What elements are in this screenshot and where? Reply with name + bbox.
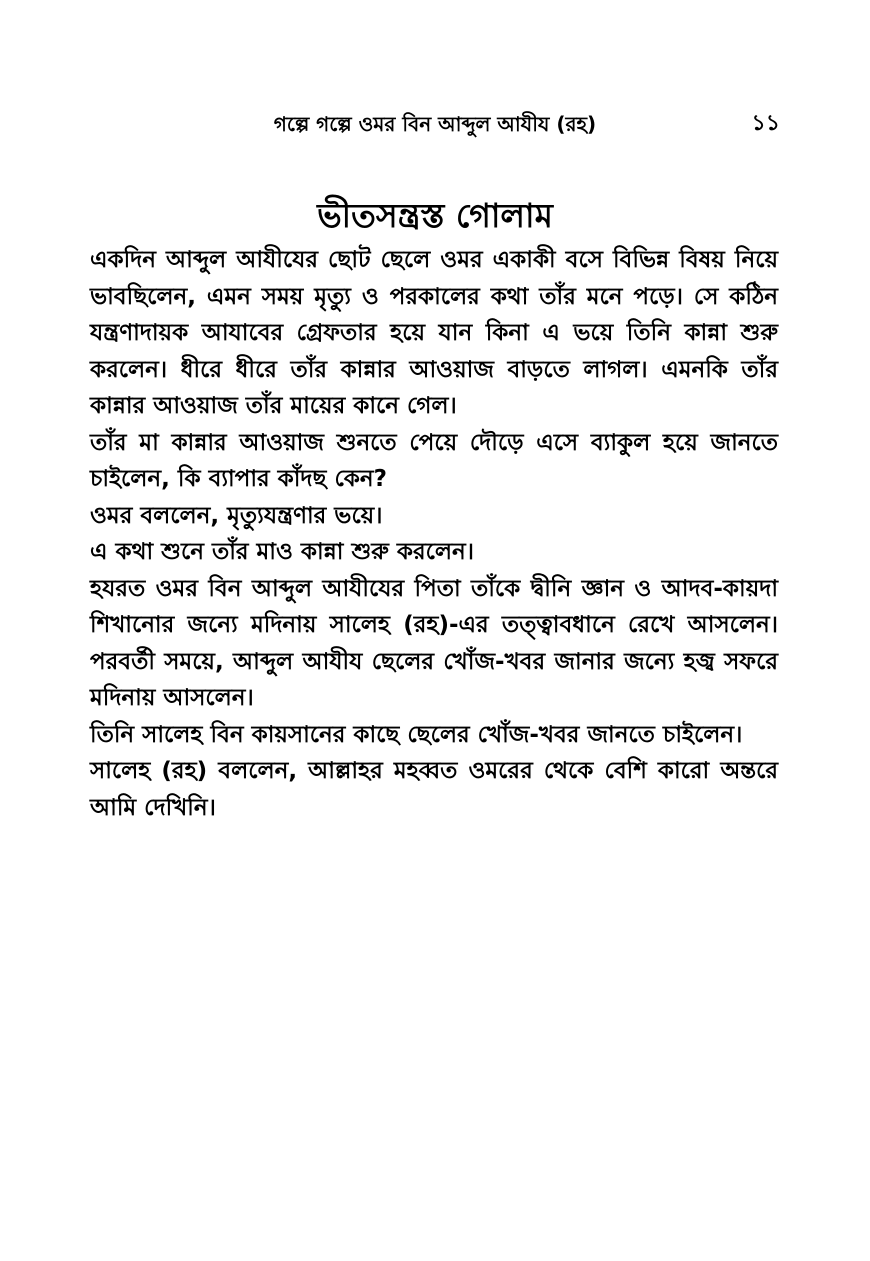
chapter-title: ভীতসন্ত্রস্ত গোলাম — [317, 196, 553, 235]
paragraph: সালেহ (রহ) বললেন, আল্লাহর মহব্বত ওমরের থেকে বেশি কারো অন্তরে আমি দেখিনি। — [90, 758, 778, 821]
paragraph: একদিন আব্দুল আযীযের ছোট ছেলে ওমর একাকী বসে বিভিন্ন বিষয় নিয়ে ভাবছিলেন, এমন সময় মৃত্যু ও পরকালের কথা তাঁর মনে পড়ে। সে কঠিন যন্ত্রণাদায়ক আযাবের গ্রেফতার হয়ে যান কিনা এ ভয়ে তিনি কান্না শুরু করলেন। ধীরে ধীরে তাঁর কান্নার আওয়াজ বাড়তে লাগল। এমনকি তাঁর কান্নার আওয়াজ তাঁর মায়ের কানে গেল। — [90, 247, 778, 419]
paragraph: হযরত ওমর বিন আব্দুল আযীযের পিতা তাঁকে দ্বীনি জ্ঞান ও আদব-কায়দা শিখানোর জন্যে মদিনায় সালেহ (রহ)-এর তত্ত্বাবধানে রেখে আসলেন। পরবর্তী সময়ে, আব্দুল আযীয ছেলের খোঁজ-খবর জানার জন্যে হজ্ব সফরে মদিনায় আসলেন। — [90, 575, 778, 711]
paragraph: তাঁর মা কান্নার আওয়াজ শুনতে পেয়ে দৌড়ে এসে ব্যাকুল হয়ে জানতে চাইলেন, কি ব্যাপার কাঁদছ কেন? — [90, 429, 778, 492]
body-text — [90, 242, 778, 826]
paragraph: তিনি সালেহ বিন কায়সানের কাছে ছেলের খোঁজ-খবর জানতে চাইলেন। — [90, 721, 743, 748]
running-title: গল্পে গল্পে ওমর বিন আব্দুল আযীয (রহ) — [273, 112, 597, 136]
page-number: ১১ — [751, 111, 780, 136]
running-header — [90, 108, 780, 140]
paragraph: ওমর বললেন, মৃত্যুযন্ত্রণার ভয়ে। — [90, 502, 383, 529]
paragraph: এ কথা শুনে তাঁর মাও কান্না শুরু করলেন। — [90, 539, 475, 565]
